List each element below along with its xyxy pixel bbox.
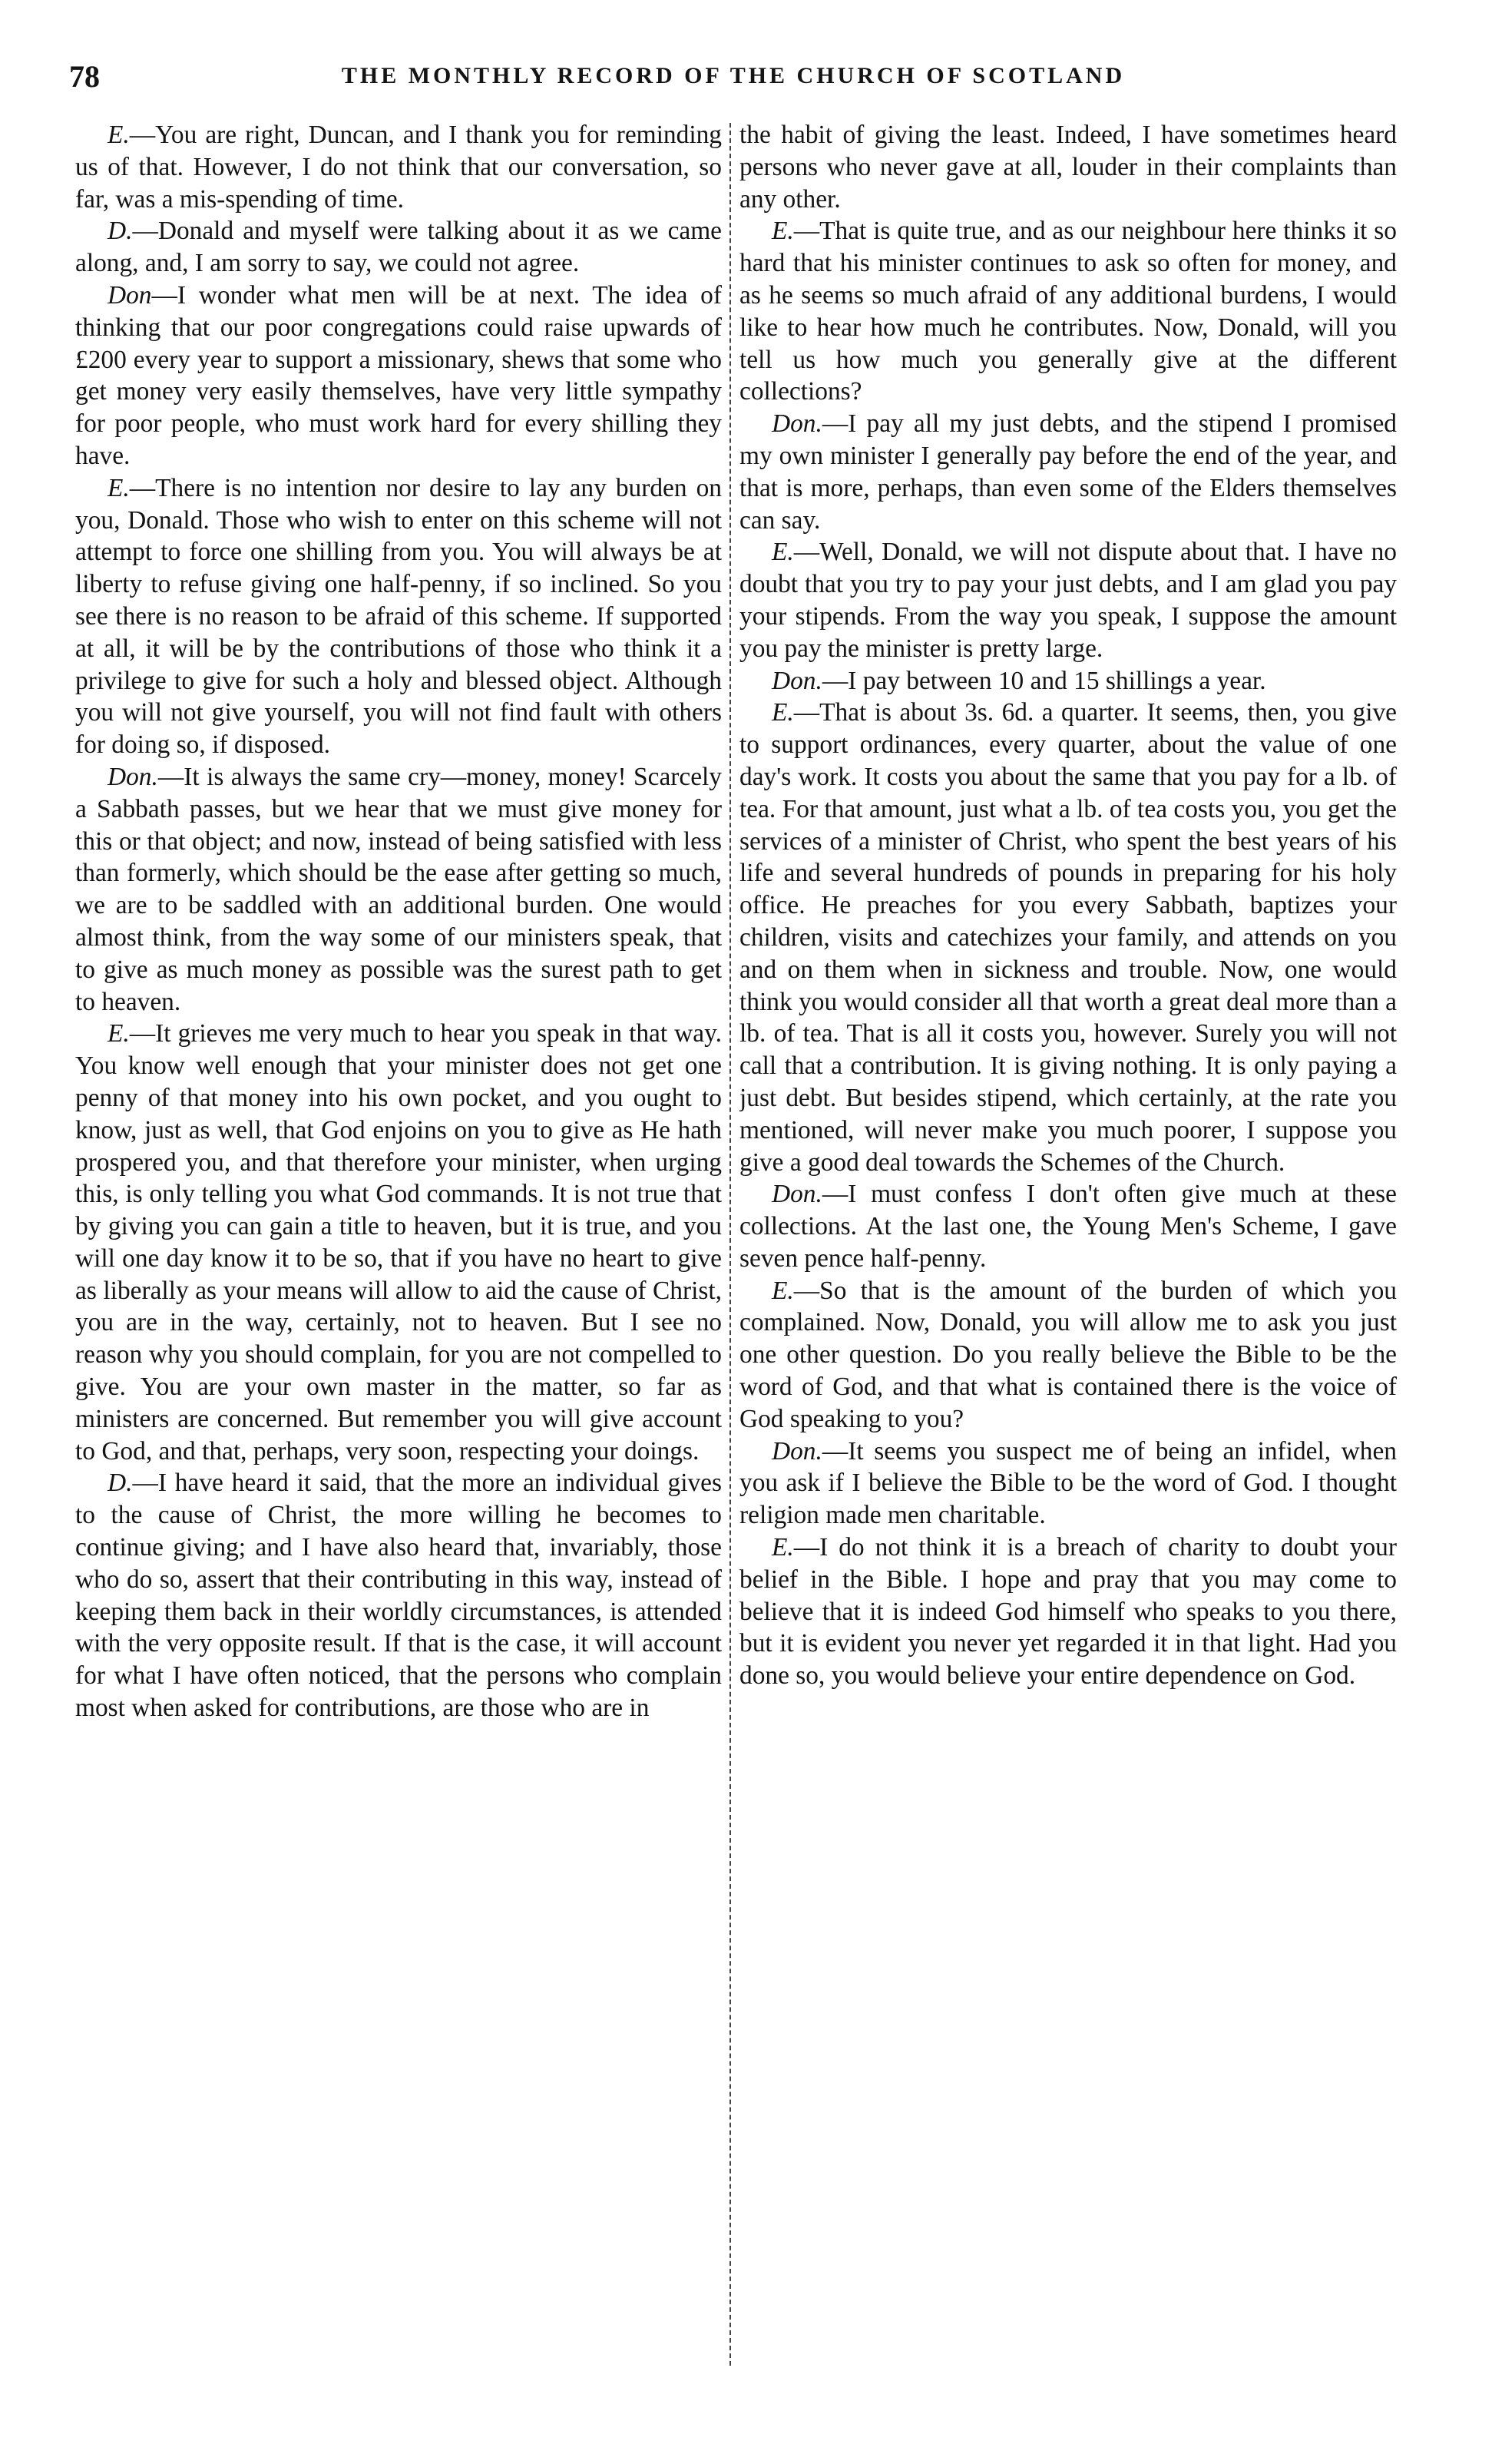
speaker-label: E. — [772, 1533, 794, 1562]
paragraph-text: —You are right, Duncan, and I thank you for reminding us of that. However, I do not think that our conversation, so far, was a mis-spending of time. — [75, 121, 722, 214]
paragraph-text: —I have heard it said, that the more an individual gives to the cause of Christ, the more willing he becomes to continue giving; and I have also heard that, invariably, those who do so, assert that their contributing in this way, instead of keeping them back in their worldly circumstances, is attended with the very opposite result. If that is the case, it will account for what I have often noticed, that the persons who complain most when asked for contributions, are those who are in — [75, 1469, 722, 1723]
speaker-label: Don. — [772, 1180, 822, 1209]
speaker-label: E. — [108, 1019, 130, 1048]
right-column — [739, 119, 1397, 2393]
paragraph — [739, 119, 1397, 215]
paragraph — [75, 119, 722, 215]
paragraph — [75, 280, 722, 472]
paragraph — [739, 1436, 1397, 1532]
page-number: 78 — [69, 59, 100, 94]
speaker-label: E. — [108, 473, 130, 502]
paragraph-text: —That is quite true, and as our neighbour here thinks it so hard that his minister continues to ask so often for money, and as he seems so much afraid of any additional burdens, I would like to hear how much he contributes. Now, Donald, will you tell us how much you generally give at the different collections? — [739, 217, 1397, 406]
paragraph-text: —I wonder what men will be at next. The idea of thinking that our poor congregations could raise upwards of £200 every year to support a missionary, shews that some who get money very easily themselves, have very little sympathy for poor people, who must work hard for every shilling they have. — [75, 280, 722, 470]
paragraph — [739, 1275, 1397, 1436]
paragraph-text: —I must confess I don't often give much at these collections. At the last one, the Young Men's Scheme, I gave seven pence half-penny. — [739, 1180, 1397, 1273]
paragraph — [75, 761, 722, 1018]
paragraph — [739, 1532, 1397, 1692]
paragraph — [739, 536, 1397, 664]
paragraph — [75, 472, 722, 761]
paragraph-text: —So that is the amount of the burden of which you complained. Now, Donald, you will allow me to ask you just one other question. Do you really believe the Bible to be the word of God, and that what is contained there is the voice of God speaking to you? — [739, 1276, 1397, 1433]
speaker-label: E. — [108, 121, 130, 149]
speaker-label: E. — [772, 1276, 794, 1305]
running-title: THE MONTHLY RECORD OF THE CHURCH OF SCOTLAND — [341, 63, 1126, 88]
paragraph-text: —I do not think it is a breach of charity to doubt your belief in the Bible. I hope and pray that you may come to believe that it is indeed God himself who speaks to you there, but it is evident you never yet regarded it in that light. Had you done so, you would believe your entire dependence on God. — [739, 1533, 1397, 1691]
page-header — [69, 58, 1398, 97]
speaker-label: Don. — [772, 1436, 822, 1465]
speaker-label: E. — [772, 538, 794, 567]
paragraph-text: —I pay between 10 and 15 shillings a year. — [822, 666, 1266, 695]
paragraph-text: the habit of giving the least. Indeed, I have sometimes heard persons who never gave at all, louder in their complaints than any other. — [739, 121, 1397, 214]
paragraph-text: —It seems you suspect me of being an infidel, when you ask if I believe the Bible to be the word of God. I thought religion made men charitable. — [739, 1436, 1397, 1530]
paragraph-text: —It is always the same cry—money, money! Scarcely a Sabbath passes, but we hear that we must give money for this or that object; and now, instead of being satisfied with less than formerly, which should be the ease after getting so much, we are to be saddled with an additional burden. One would almost think, from the way some of our ministers speak, that to give as much money as possible was the surest path to get to heaven. — [75, 762, 722, 1016]
paragraph — [739, 408, 1397, 536]
speaker-label: D. — [108, 217, 133, 246]
paragraph — [75, 215, 722, 280]
paragraph-text: —Donald and myself were talking about it as we came along, and, I am sorry to say, we could not agree. — [75, 217, 722, 278]
paragraph-text: —That is about 3s. 6d. a quarter. It seems, then, you give to support ordinances, every quarter, about the value of one day's work. It costs you about the same that you pay for a lb. of tea. For that amount, just what a lb. of tea costs you, you get the services of a minister of Christ, who spent the best years of his life and several hundreds of pounds in preparing for his holy office. He preaches for you every Sabbath, baptizes your children, visits and catechizes your family, and attends on you and on them when in sickness and trouble. Now, one would think you would consider all that worth a great deal more than a lb. of tea. That is all it costs you, however. Surely you will not call that a contribution. It is giving nothing. It is only paying a just debt. But besides stipend, which certainly, at the rate you mentioned, will never make you much poorer, I suppose you give a good deal towards the Schemes of the Church. — [739, 698, 1397, 1177]
paragraph-text: —I pay all my just debts, and the stipend I promised my own minister I generally pay before the end of the year, and that is more, perhaps, than even some of the Elders themselves can say. — [739, 409, 1397, 535]
speaker-label: Don — [108, 280, 152, 310]
speaker-label: E. — [772, 217, 794, 246]
paragraph-text: —It grieves me very much to hear you speak in that way. You know well enough that your minister does not get one penny of that money into his own pocket, and you ought to know, just as well, that God enjoins on you to give as He hath prospered you, and that therefore your minister, when urging this, is only telling you what God commands. It is not true that by giving you can gain a title to heaven, but it is true, and you will one day know it to be so, that if you have no heart to give as liberally as your means will allow to aid the cause of Christ, you are in the way, certainly, not to heaven. But I see no reason why you should complain, for you are not compelled to give. You are your own master in the matter, so far as ministers are concerned. But remember you will give account to God, and that, perhaps, very soon, respecting your doings. — [75, 1019, 722, 1465]
speaker-label: Don. — [108, 762, 158, 791]
paragraph-text: —Well, Donald, we will not dispute about that. I have no doubt that you try to pay your just debts, and I am glad you pay your stipends. From the way you speak, I suppose the amount you pay the minister is pretty large. — [739, 538, 1397, 663]
paragraph — [75, 1018, 722, 1467]
paragraph — [739, 665, 1397, 697]
paragraph — [739, 1178, 1397, 1274]
speaker-label: Don. — [772, 409, 822, 439]
speaker-label: Don. — [772, 666, 822, 695]
paragraph — [75, 1467, 722, 1724]
speaker-label: E. — [772, 698, 794, 727]
paragraph — [739, 215, 1397, 408]
column-divider — [729, 123, 731, 2366]
speaker-label: D. — [108, 1469, 133, 1498]
paragraph — [739, 697, 1397, 1178]
paragraph-text: —There is no intention nor desire to lay any burden on you, Donald. Those who wish to enter on this scheme will not attempt to force one shilling from you. You will always be at liberty to refuse giving one half-penny, if so inclined. So you see there is no reason to be afraid of this scheme. If supported at all, it will be by the contributions of those who think it a privilege to give for such a holy and blessed object. Although you will not give yourself, you will not find fault with others for doing so, if disposed. — [75, 473, 722, 760]
left-column — [75, 119, 722, 2393]
